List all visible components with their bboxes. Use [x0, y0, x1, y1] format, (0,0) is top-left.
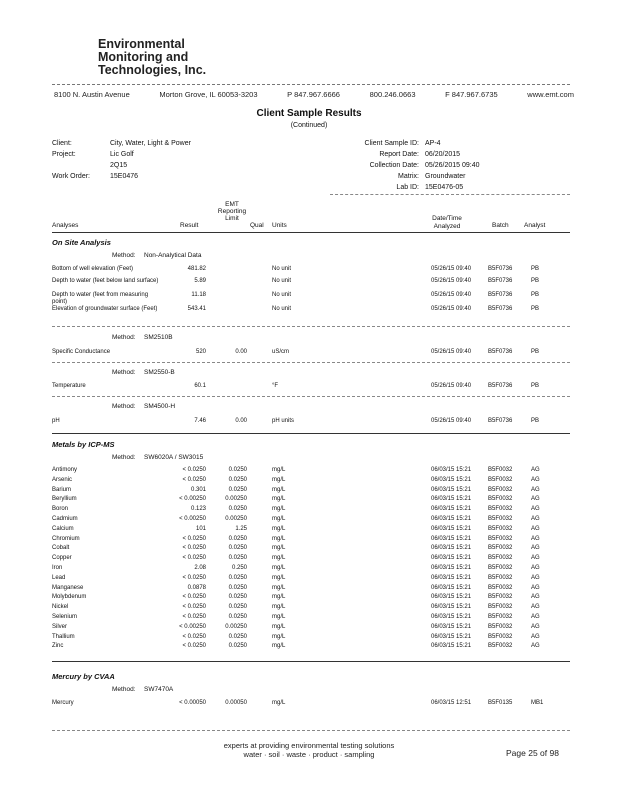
date-analyzed: 06/03/15 15:21	[431, 604, 472, 611]
batch: B5F0135	[488, 700, 513, 706]
analyst: PB	[531, 266, 540, 272]
date-analyzed: 06/03/15 15:21	[431, 545, 472, 552]
info-row-report-date	[330, 149, 585, 160]
batch: B5F0736	[488, 418, 513, 424]
batch: B5F0032	[488, 584, 513, 591]
analyst: AG	[531, 467, 540, 473]
analyst: AG	[531, 525, 540, 532]
method-sw7470a	[112, 686, 173, 693]
footer-tagline: experts at providing environmental testing solutions	[223, 741, 395, 750]
page-number: Page 25 of 98	[506, 748, 559, 758]
info-value: 05/26/2015 09:40	[425, 162, 480, 169]
analyte: pH	[52, 418, 60, 424]
info-value: Groundwater	[425, 173, 466, 180]
batch: B5F0736	[488, 349, 513, 355]
result: 543.41	[187, 306, 206, 312]
date-analyzed: 06/03/15 15:21	[431, 476, 472, 483]
batch: B5F0736	[488, 383, 513, 389]
date-analyzed: 06/03/15 15:21	[431, 633, 472, 640]
analyst: AG	[531, 555, 540, 562]
company-address-bar	[54, 90, 574, 99]
method-name: SM4500-H	[144, 403, 176, 410]
result: 520	[195, 349, 206, 355]
result: 101	[195, 525, 206, 532]
method-name: Non-Analytical Data	[144, 252, 202, 259]
analyst: AG	[531, 486, 540, 493]
website: www.emt.com	[527, 90, 574, 99]
row-divider	[52, 326, 570, 327]
header-rule	[52, 232, 570, 233]
info-row-matrix	[330, 171, 585, 182]
section-divider	[52, 433, 570, 434]
batch: B5F0032	[488, 555, 513, 562]
analyte: Molybdenum	[52, 594, 87, 601]
units: pH units	[272, 418, 295, 424]
batch: B5F0736	[488, 306, 513, 312]
batch: B5F0032	[488, 516, 513, 522]
result: < 0.0250	[182, 467, 206, 473]
tollfree-number: 800.246.0663	[369, 90, 416, 99]
method-name: SW6020A / SW3015	[144, 454, 204, 461]
section-metals-title: Metals by ICP-MS	[52, 440, 115, 449]
analyst: AG	[531, 623, 540, 630]
fax-number: F 847.967.6735	[445, 90, 498, 99]
info-divider	[330, 194, 570, 195]
col-limit-label: Limit	[225, 215, 239, 223]
info-label: Matrix:	[398, 173, 419, 180]
date-analyzed: 05/26/15 09:40	[431, 278, 472, 284]
row-divider	[52, 362, 570, 363]
limit: 0.00250	[225, 516, 247, 522]
analyst: AG	[531, 614, 540, 620]
limit: 0.00	[235, 349, 247, 355]
date-analyzed: 06/03/15 15:21	[431, 525, 472, 532]
info-value: Lic Golf	[110, 151, 134, 158]
analyte: Manganese	[52, 584, 84, 591]
date-analyzed: 06/03/15 15:21	[431, 623, 472, 630]
sample-info	[330, 138, 585, 193]
analyte: Elevation of groundwater surface (Feet)	[52, 306, 158, 312]
logo-line-2: Monitoring and	[98, 50, 189, 64]
limit: 1.25	[235, 525, 247, 532]
info-row-lab-id	[330, 182, 585, 193]
result: 0.301	[190, 486, 206, 493]
footer-divider	[52, 730, 570, 731]
units: mg/L	[272, 623, 286, 630]
date-analyzed: 06/03/15 15:21	[431, 516, 472, 522]
limit: 0.0250	[228, 604, 247, 611]
limit: 0.00250	[225, 496, 247, 503]
limit: 0.0250	[228, 633, 247, 640]
limit: 0.0250	[228, 614, 247, 620]
analyst: AG	[531, 545, 540, 552]
batch: B5F0032	[488, 604, 513, 611]
units: mg/L	[272, 516, 286, 522]
result: 2.08	[194, 565, 206, 571]
analyst: AG	[531, 643, 540, 650]
info-label: Collection Date:	[369, 162, 419, 169]
batch: B5F0032	[488, 594, 513, 601]
method-label: Method:	[112, 686, 136, 693]
limit: 0.0250	[228, 584, 247, 591]
units: mg/L	[272, 584, 286, 591]
result: < 0.0250	[182, 643, 206, 650]
limit: 0.0250	[228, 467, 247, 473]
info-row-sample-id	[330, 138, 585, 149]
units: No unit	[272, 266, 292, 272]
col-emt: EMT	[225, 201, 239, 208]
report-subtitle: (Continued)	[290, 122, 328, 129]
limit: 0.0250	[228, 643, 247, 650]
units: mg/L	[272, 525, 286, 532]
result: 481.82	[187, 266, 206, 272]
units: No unit	[272, 278, 292, 284]
analyte: Copper	[52, 555, 72, 562]
units: No unit	[272, 306, 292, 312]
batch: B5F0032	[488, 525, 513, 532]
analyte: Arsenic	[52, 476, 73, 483]
method-label: Method:	[112, 334, 136, 341]
date-analyzed: 06/03/15 15:21	[431, 496, 472, 503]
info-value: AP-4	[425, 140, 441, 147]
batch: B5F0736	[488, 292, 513, 298]
info-label: Lab ID:	[396, 184, 419, 191]
units: mg/L	[272, 565, 286, 571]
col-analyst: Analyst	[524, 222, 546, 229]
batch: B5F0032	[488, 506, 513, 513]
date-analyzed: 06/03/15 15:21	[431, 574, 472, 581]
analyte: Cadmium	[52, 516, 78, 522]
limit: 0.0250	[228, 555, 247, 562]
result: < 0.0250	[182, 594, 206, 601]
analyst: AG	[531, 496, 540, 503]
analyte: Zinc	[52, 643, 64, 650]
analyte: Mercury	[52, 700, 74, 706]
analyst: AG	[531, 476, 540, 483]
units: mg/L	[272, 633, 286, 640]
result: < 0.0250	[182, 535, 206, 542]
limit: 0.0250	[228, 535, 247, 542]
batch: B5F0032	[488, 633, 513, 640]
units: mg/L	[272, 700, 286, 706]
section-onsite-title: On Site Analysis	[52, 238, 111, 247]
analyte: Thallium	[52, 633, 75, 640]
limit: 0.0250	[228, 506, 247, 513]
phone-number: P 847.967.6666	[287, 90, 340, 99]
analyst: AG	[531, 574, 540, 581]
analyst: PB	[531, 278, 540, 284]
batch: B5F0736	[488, 266, 513, 272]
limit: 0.0250	[228, 486, 247, 493]
limit: 0.250	[231, 565, 247, 571]
date-analyzed: 06/03/15 15:21	[431, 594, 472, 601]
analyst: AG	[531, 584, 540, 591]
batch: B5F0032	[488, 535, 513, 542]
units: uS/cm	[272, 349, 290, 355]
date-analyzed: 06/03/15 15:21	[431, 506, 472, 513]
info-label: Project:	[52, 151, 76, 158]
date-analyzed: 06/03/15 15:21	[431, 643, 472, 650]
units: No unit	[272, 292, 292, 298]
batch: B5F0032	[488, 467, 513, 473]
info-row-collection-date	[330, 160, 585, 171]
result: < 0.0250	[182, 633, 206, 640]
analyst: AG	[531, 604, 540, 611]
info-label	[52, 160, 110, 171]
analyte: Silver	[52, 623, 68, 630]
analyte: Cobalt	[52, 545, 70, 552]
col-result: Result	[180, 222, 199, 229]
method-label: Method:	[112, 454, 136, 461]
batch: B5F0032	[488, 545, 513, 552]
units: °F	[272, 383, 279, 389]
limit: 0.00	[235, 418, 247, 424]
analyst: PB	[531, 418, 540, 424]
report-title: Client Sample Results	[256, 108, 362, 119]
col-analyses: Analyses	[52, 222, 79, 229]
info-label: Work Order:	[52, 173, 90, 180]
analyst: AG	[531, 535, 540, 542]
method-sm2510b	[112, 334, 173, 341]
units: mg/L	[272, 496, 286, 503]
analyst: AG	[531, 594, 540, 601]
units: mg/L	[272, 467, 286, 473]
row-divider	[52, 396, 570, 397]
batch: B5F0032	[488, 496, 513, 503]
units: mg/L	[272, 555, 286, 562]
client-info	[52, 138, 191, 182]
date-analyzed: 05/26/15 09:40	[431, 306, 472, 312]
analyst: PB	[531, 383, 540, 389]
analyte: Antimony	[52, 467, 78, 473]
batch: B5F0032	[488, 623, 513, 630]
units: mg/L	[272, 476, 286, 483]
info-row-client	[52, 138, 191, 149]
analyst: PB	[531, 349, 540, 355]
footer-services: water · soil · waste · product · sampling	[243, 750, 375, 759]
result: < 0.0250	[182, 545, 206, 552]
units: mg/L	[272, 486, 286, 493]
info-value: 15E0476-05	[425, 184, 464, 191]
units: mg/L	[272, 643, 286, 650]
method-sw6020a	[112, 454, 203, 461]
date-analyzed: 05/26/15 09:40	[431, 266, 472, 272]
method-nonanalytical	[112, 252, 201, 259]
analyte: Chromium	[52, 535, 80, 542]
info-row-project	[52, 149, 191, 160]
col-units: Units	[272, 222, 287, 229]
company-logo	[98, 38, 206, 77]
date-analyzed: 05/26/15 09:40	[431, 292, 472, 298]
info-row-period	[52, 160, 191, 171]
units: mg/L	[272, 604, 286, 611]
section-mercury-title: Mercury by CVAA	[52, 672, 115, 681]
analyte: Calcium	[52, 525, 74, 532]
limit: 0.0250	[228, 545, 247, 552]
col-datetime	[424, 215, 470, 230]
analyst: PB	[531, 292, 540, 298]
info-label: Report Date:	[379, 151, 419, 158]
date-analyzed: 06/03/15 12:51	[431, 700, 472, 706]
col-qual: Qual	[250, 222, 264, 229]
col-analyzed-label: Analyzed	[433, 222, 461, 230]
limit: 0.0250	[228, 476, 247, 483]
header-divider	[52, 84, 570, 85]
date-analyzed: 06/03/15 15:21	[431, 565, 472, 571]
method-name: SM2550-B	[144, 369, 175, 376]
units: mg/L	[272, 614, 286, 620]
date-analyzed: 06/03/15 15:21	[431, 535, 472, 542]
date-analyzed: 05/26/15 09:40	[431, 383, 472, 389]
date-analyzed: 06/03/15 15:21	[431, 467, 472, 473]
col-datetime-label: Date/Time	[432, 215, 462, 222]
col-batch: Batch	[492, 222, 509, 229]
analyst: AG	[531, 565, 540, 571]
batch: B5F0032	[488, 476, 513, 483]
units: mg/L	[272, 535, 286, 542]
analyst: PB	[531, 306, 540, 312]
date-analyzed: 06/03/15 15:21	[431, 555, 472, 562]
batch: B5F0032	[488, 614, 513, 620]
result: < 0.00250	[179, 496, 206, 503]
info-row-workorder	[52, 171, 191, 182]
method-sm4500h	[112, 403, 175, 410]
units: mg/L	[272, 506, 286, 513]
date-analyzed: 06/03/15 15:21	[431, 486, 472, 493]
info-value: 2Q15	[110, 162, 128, 169]
method-label: Method:	[112, 369, 136, 376]
date-analyzed: 05/26/15 09:40	[431, 418, 472, 424]
result: 0.123	[190, 506, 206, 513]
result: 0.0878	[187, 584, 206, 591]
limit: 0.0250	[228, 574, 247, 581]
date-analyzed: 05/26/15 09:40	[431, 349, 472, 355]
result: < 0.00050	[179, 700, 206, 706]
analyte: Lead	[52, 574, 66, 581]
units: mg/L	[272, 545, 286, 552]
analyte: Bottom of well elevation (Feet)	[52, 266, 134, 272]
result: < 0.00250	[179, 623, 206, 630]
analyte: Boron	[52, 506, 69, 513]
method-label: Method:	[112, 403, 136, 410]
batch: B5F0032	[488, 643, 513, 650]
info-value: 15E0476	[110, 173, 139, 180]
limit: 0.0250	[228, 594, 247, 601]
logo-line-1: Environmental	[98, 37, 185, 51]
section-divider	[52, 661, 570, 662]
col-reporting: Reporting	[217, 208, 247, 216]
analyte: Nickel	[52, 604, 69, 611]
method-sm2550b	[112, 369, 175, 376]
info-value: 06/20/2015	[425, 151, 461, 158]
batch: B5F0736	[488, 278, 513, 284]
result: < 0.0250	[182, 604, 206, 611]
date-analyzed: 06/03/15 15:21	[431, 584, 472, 591]
info-value: City, Water, Light & Power	[110, 140, 191, 147]
units: mg/L	[272, 574, 286, 581]
limit: 0.00050	[225, 700, 247, 706]
result: < 0.0250	[182, 574, 206, 581]
batch: B5F0032	[488, 574, 513, 581]
city-address: Morton Grove, IL 60053-3203	[159, 90, 258, 99]
logo-line-3: Technologies, Inc.	[98, 63, 207, 77]
units: mg/L	[272, 594, 286, 601]
analyte: Depth to water (feet from measuring point)	[52, 292, 149, 305]
info-label: Client Sample ID:	[364, 140, 419, 147]
analyst: AG	[531, 506, 540, 513]
limit: 0.00250	[225, 623, 247, 630]
batch: B5F0032	[488, 565, 513, 571]
analyst: AG	[531, 633, 540, 640]
analyst: AG	[531, 516, 540, 522]
result: < 0.0250	[182, 555, 206, 562]
analyte: Temperature	[52, 383, 86, 389]
result: < 0.0250	[182, 614, 206, 620]
result: 5.89	[194, 278, 206, 284]
col-limit	[215, 201, 249, 223]
analyte: Depth to water (feet below land surface)	[52, 278, 159, 284]
result: 60.1	[194, 383, 206, 389]
analyte: Barium	[52, 486, 72, 493]
result: 7.46	[194, 418, 206, 424]
street-address: 8100 N. Austin Avenue	[54, 90, 130, 99]
analyte: Specific Conductance	[52, 349, 111, 355]
analyte: Beryllium	[52, 496, 77, 503]
analyte: Iron	[52, 565, 63, 571]
result: < 0.00250	[179, 516, 206, 522]
analyst: MB1	[531, 700, 544, 706]
method-name: SM2510B	[144, 334, 173, 341]
method-label: Method:	[112, 252, 136, 259]
result: 11.18	[191, 292, 206, 298]
info-label: Client:	[52, 140, 72, 147]
batch: B5F0032	[488, 486, 513, 493]
date-analyzed: 06/03/15 15:21	[431, 614, 472, 620]
method-name: SW7470A	[144, 686, 174, 693]
result: < 0.0250	[182, 476, 206, 483]
analyte: Selenium	[52, 614, 78, 620]
